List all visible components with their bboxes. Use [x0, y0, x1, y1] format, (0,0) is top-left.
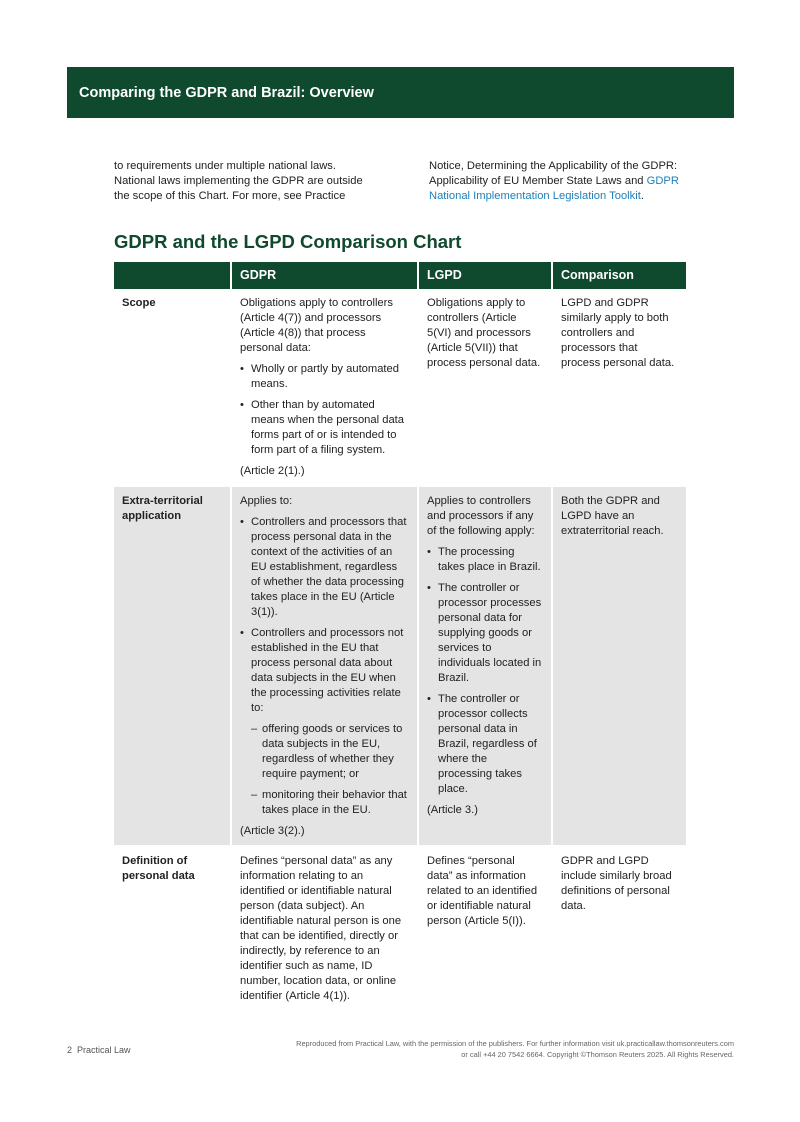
list-item — [240, 626, 409, 818]
scope-gdpr-cell — [231, 289, 418, 486]
notice-line-2: or call +44 20 7542 6664. Copyright ©Thomson Reuters 2025. All Rights Reserved. — [461, 1050, 734, 1059]
personal-data-lgpd-text: Defines “personal data” as information related to an identified or identifiable natural person (Article 5(I)). — [427, 855, 538, 927]
personal-data-lgpd-cell — [418, 846, 552, 1011]
table-row — [114, 289, 686, 486]
header-blank — [114, 262, 231, 289]
row-label-extraterritorial: Extra-territorial application — [114, 486, 231, 846]
table-header-row — [114, 262, 686, 289]
intro-left-paragraph: to requirements under multiple national laws. National laws implementing the GDPR are outside the scope of this Chart. For more, see Practice — [114, 160, 363, 202]
personal-data-comparison-cell — [552, 846, 686, 1011]
page-footer-left — [67, 1045, 131, 1055]
row-label-scope: Scope — [122, 297, 156, 309]
extraterritorial-lgpd-cell — [418, 486, 552, 846]
page-number: 2 — [67, 1045, 73, 1055]
sub-list-item: – offering goods or services to data subjects in the EU, regardless of whether they require payment; or — [251, 722, 409, 782]
intro-text — [114, 159, 689, 204]
extraterritorial-gdpr-list — [240, 515, 409, 818]
personal-data-comparison-text: GDPR and LGPD include similarly broad definitions of personal data. — [561, 855, 672, 912]
scope-lgpd-cell — [418, 289, 552, 486]
table-row — [114, 846, 686, 1011]
scope-gdpr-list — [240, 362, 409, 458]
intro-right-text: Notice, Determining the Applicability of the GDPR: Applicability of EU Member State Laws and — [429, 160, 678, 187]
extraterritorial-comparison-text: Both the GDPR and LGPD have an extraterritorial reach. — [561, 495, 664, 537]
list-item: • The controller or processor collects personal data in Brazil, regardless of where the processing takes place. — [427, 692, 543, 797]
section-title: GDPR and the LGPD Comparison Chart — [114, 231, 462, 252]
scope-gdpr-intro: Obligations apply to controllers (Article 4(7)) and processors (Article 4(8)) that process personal data: — [240, 297, 393, 354]
personal-data-gdpr-text: Defines “personal data” as any information relating to an identified or identifiable natural person (data subject). An identifiable natural person is one that can be identified, directly or indirectly, by reference to an identifier such as name, ID number, location data, or online identifier (Article 4(1)). — [240, 855, 402, 1002]
list-item-text: Controllers and processors not established in the EU that process personal data about data subjects in the EU when the processing activities relate to: — [251, 627, 404, 714]
scope-lgpd-text: Obligations apply to controllers (Article 5(VI) and processors (Article 5(VII)) that process personal data. — [427, 297, 541, 369]
comparison-table — [114, 262, 686, 1012]
header-gdpr: GDPR — [231, 262, 418, 289]
extraterritorial-lgpd-list — [427, 545, 543, 797]
list-item: • Other than by automated means when the personal data forms part of or is intended to form part of a filing system. — [240, 398, 409, 458]
row-label-personal-data: Definition of personal data — [122, 855, 195, 882]
header-lgpd: LGPD — [418, 262, 552, 289]
scope-gdpr-ref: (Article 2(1).) — [240, 465, 305, 477]
page-header-banner — [67, 67, 734, 118]
list-item: • The processing takes place in Brazil. — [427, 545, 543, 575]
extraterritorial-gdpr-ref: (Article 3(2).) — [240, 825, 305, 837]
header-comparison: Comparison — [552, 262, 686, 289]
extraterritorial-lgpd-intro: Applies to controllers and processors if any of the following apply: — [427, 495, 535, 537]
toolkit-link[interactable]: GDPR National Implementation Legislation Toolkit — [429, 175, 679, 202]
list-item-text: Controllers and processors that process personal data in the context of the activities of an EU establishment, regardless of whether the data processing takes place in the EU (Article 3(1)). — [251, 516, 407, 618]
list-item: • The controller or processor processes personal data for supplying goods or services to individuals located in Brazil. — [427, 581, 543, 686]
list-item: • Wholly or partly by automated means. — [240, 362, 409, 392]
publication-name: Practical Law — [77, 1045, 131, 1055]
header-title: Comparing the GDPR and Brazil: Overview — [79, 84, 374, 101]
personal-data-gdpr-cell — [231, 846, 418, 1011]
intro-right-end: . — [640, 190, 644, 202]
intro-left-column — [114, 159, 374, 204]
sub-list-item: – monitoring their behavior that takes place in the EU. — [251, 788, 409, 818]
extraterritorial-comparison-cell — [552, 486, 686, 846]
table-row — [114, 486, 686, 846]
intro-right-paragraph — [429, 159, 689, 204]
list-item — [240, 515, 409, 620]
sub-list — [251, 722, 409, 818]
scope-comparison-text: LGPD and GDPR similarly apply to both controllers and processors that process personal data. — [561, 297, 675, 369]
extraterritorial-gdpr-cell — [231, 486, 418, 846]
intro-right-column — [429, 159, 689, 204]
notice-line-1: Reproduced from Practical Law, with the permission of the publishers. For further information visit uk.practicallaw.thomsonreuters.com — [296, 1039, 734, 1048]
scope-comparison-cell — [552, 289, 686, 486]
copyright-notice — [234, 1038, 734, 1060]
extraterritorial-lgpd-ref: (Article 3.) — [427, 804, 478, 816]
extraterritorial-gdpr-intro: Applies to: — [240, 495, 293, 507]
